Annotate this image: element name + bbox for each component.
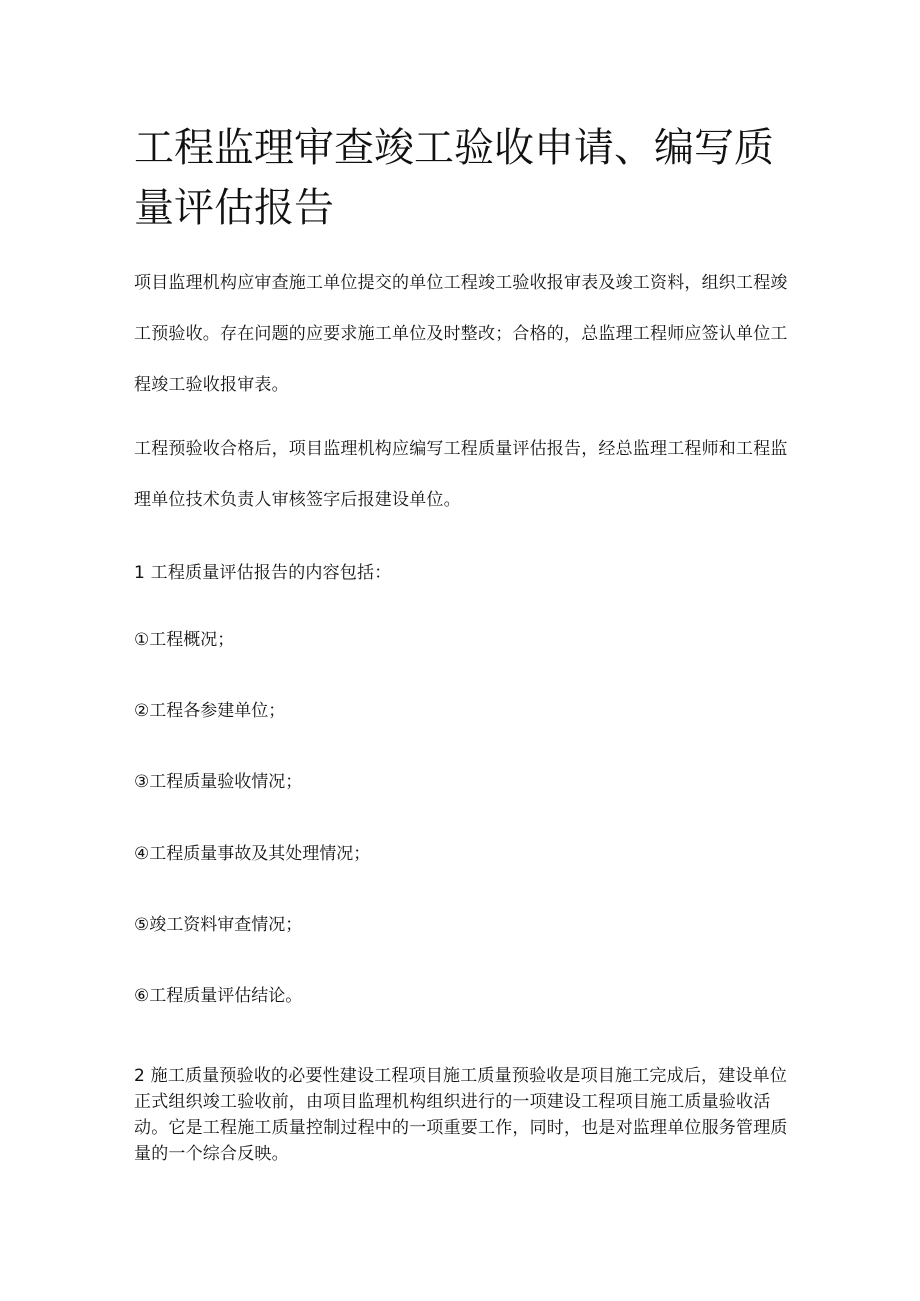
list-item: ③工程质量验收情况； (134, 772, 303, 792)
list-item: ⑥工程质量评估结论。 (134, 986, 303, 1006)
list-item: ①工程概况； (134, 630, 235, 650)
document-title: 工程监理审查竣工验收申请、编写质量评估报告 (134, 125, 774, 231)
paragraph-preacceptance-necessity: 2 施工质量预验收的必要性建设工程项目施工质量预验收是项目施工完成后，建设单位正式组织竣工验收前，由项目监理机构组织进行的一项建设工程项目施工质量验收活动。它是工程施工质量控制过程中的一项重要工作，同时，也是对监理单位服务管理质量的一个综合反映。 (134, 1066, 788, 1164)
paragraph-report-contents-heading: 1 工程质量评估报告的内容包括： (134, 563, 392, 583)
list-item: ②工程各参建单位； (134, 701, 286, 721)
paragraph-quality-report: 工程预验收合格后，项目监理机构应编写工程质量评估报告，经总监理工程师和工程监理单位技术负责人审核签字后报建设单位。 (134, 439, 788, 510)
list-item: ⑤竣工资料审查情况； (134, 915, 303, 935)
paragraph-review-acceptance: 项目监理机构应审查施工单位提交的单位工程竣工验收报审表及竣工资料，组织工程竣工预验收。存在问题的应要求施工单位及时整改；合格的，总监理工程师应签认单位工程竣工验收报审表。 (134, 273, 788, 395)
list-item: ④工程质量事故及其处理情况； (134, 844, 371, 864)
